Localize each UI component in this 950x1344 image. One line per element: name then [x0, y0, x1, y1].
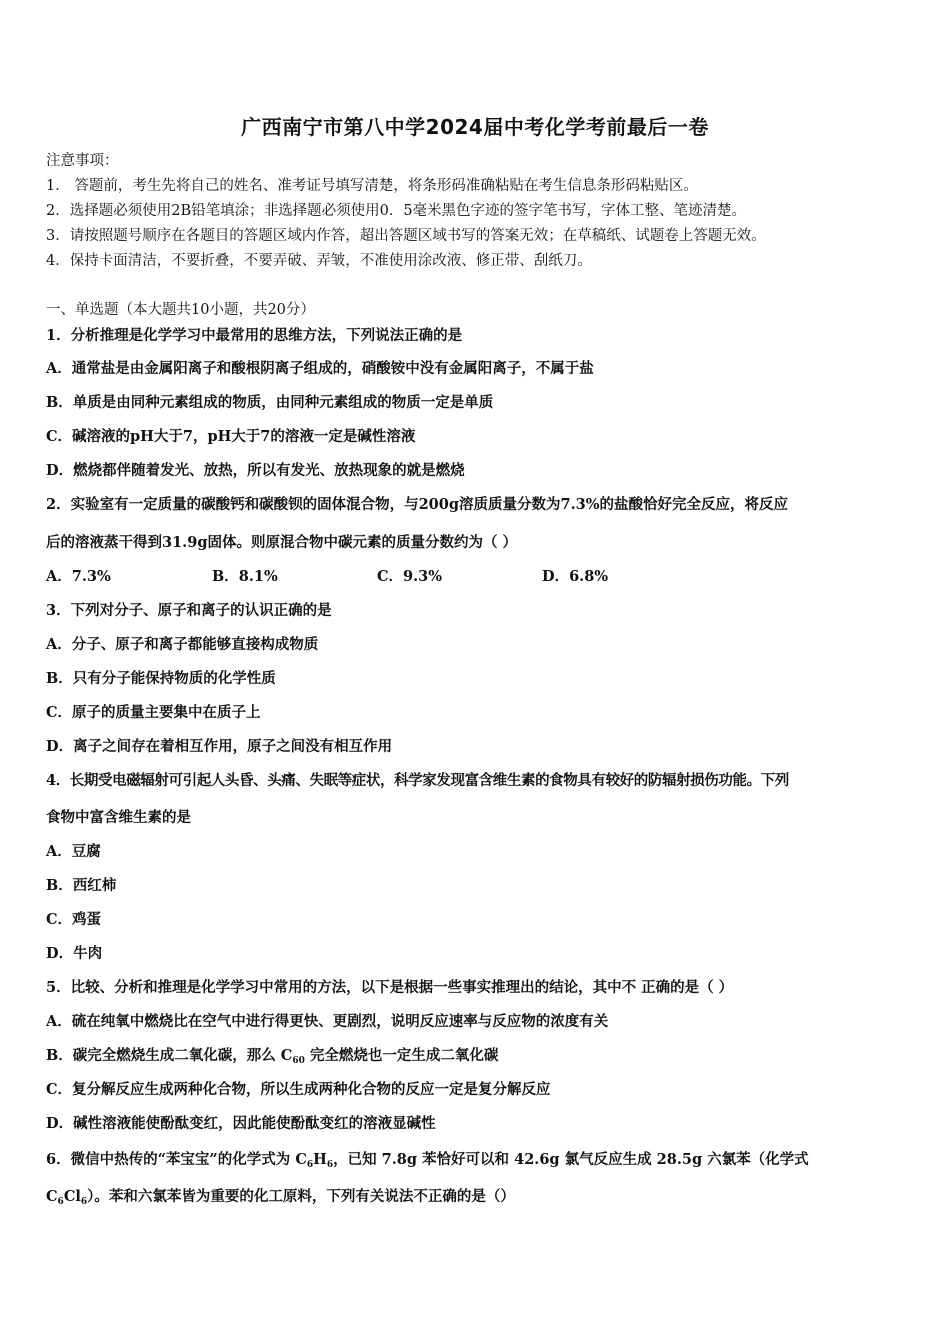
question-4-option-a: A．豆腐	[46, 843, 101, 860]
question-5-option-c: C．复分解反应生成两种化合物，所以生成两种化合物的反应一定是复分解反应	[46, 1081, 551, 1098]
question-1-option-a: A．通常盐是由金属阳离子和酸根阴离子组成的，硝酸铵中没有金属阳离子，不属于盐	[46, 360, 594, 377]
notice-item-2: 2．选择题必须使用2B铅笔填涂；非选择题必须使用0．5毫米黑色字迹的签字笔书写，字体工整、笔迹清楚。	[46, 203, 747, 219]
question-3-option-d: D．离子之间存在着相互作用，原子之间没有相互作用	[46, 738, 393, 755]
notice-item-1: 1． 答题前，考生先将自己的姓名、准考证号填写清楚，将条形码准确粘贴在考生信息条形码粘贴区。	[46, 178, 698, 194]
question-2-option-d: D．6.8%	[542, 568, 609, 585]
q6-text-a: 6．微信中热传的“苯宝宝”的化学式为 C	[46, 1151, 307, 1168]
question-4-option-c: C．鸡蛋	[46, 911, 102, 928]
question-6-stem-line2	[46, 1187, 515, 1212]
question-4-option-d: D．牛肉	[46, 945, 103, 962]
question-2-option-c: C．9.3%	[377, 568, 443, 585]
question-2-option-b: B．8.1%	[212, 568, 278, 585]
question-3-stem: 3．下列对分子、原子和离子的认识正确的是	[46, 602, 332, 619]
question-4-stem-line1: 4．长期受电磁辐射可引起人头昏、头痛、失眠等症状，科学家发现富含维生素的食物具有较好的防辐射损伤功能。下列	[46, 772, 789, 789]
page-title: 广西南宁市第八中学2024届中考化学考前最后一卷	[241, 115, 709, 139]
notice-item-4: 4．保持卡面清洁，不要折叠，不要弄破、弄皱，不准使用涂改液、修正带、刮纸刀。	[46, 253, 592, 269]
q6-sub-4: 6	[80, 1197, 88, 1207]
question-5-option-b-text-end: 完全燃烧也一定生成二氧化碳	[304, 1047, 499, 1064]
q6-text-c: ，已知 7.8g 苯恰好可以和 42.6g 氯气反应生成 28.5g 六氯苯（化学式	[333, 1151, 809, 1168]
notice-heading: 注意事项：	[46, 153, 119, 169]
q6-sub-1: 6	[306, 1160, 314, 1170]
question-5-option-b-subscript: 60	[292, 1056, 305, 1066]
question-6-stem-line1	[46, 1150, 809, 1175]
q6-text-d: C	[46, 1188, 58, 1205]
question-3-option-c: C．原子的质量主要集中在质子上	[46, 704, 261, 721]
question-4-stem-line2: 食物中富含维生素的是	[46, 809, 191, 826]
question-5-option-b-text: B．碳完全燃烧生成二氧化碳，那么 C	[46, 1047, 293, 1064]
question-5-option-d: D．碱性溶液能使酚酞变红，因此能使酚酞变红的溶液显碱性	[46, 1115, 436, 1132]
question-4-option-b: B．西红柿	[46, 877, 117, 894]
q6-sub-2: 6	[326, 1160, 334, 1170]
q6-text-e: Cl	[63, 1188, 81, 1205]
question-1-option-c: C．碱溶液的pH大于7，pH大于7的溶液一定是碱性溶液	[46, 428, 416, 445]
question-3-option-a: A．分子、原子和离子都能够直接构成物质	[46, 636, 319, 653]
q6-text-b: H	[313, 1151, 327, 1168]
question-5-stem: 5．比较、分析和推理是化学学习中常用的方法，以下是根据一些事实推理出的结论，其中不 正确的是（ ）	[46, 979, 734, 996]
section-heading: 一、单选题（本大题共10小题，共20分）	[46, 302, 315, 318]
question-1-option-d: D．燃烧都伴随着发光、放热，所以有发光、放热现象的就是燃烧	[46, 462, 465, 479]
question-1-option-b: B．单质是由同种元素组成的物质，由同种元素组成的物质一定是单质	[46, 394, 494, 411]
q6-text-f: ）。苯和六氯苯皆为重要的化工原料，下列有关说法不正确的是（）	[87, 1188, 515, 1205]
q6-sub-3: 6	[57, 1197, 64, 1207]
question-5-option-b	[46, 1046, 498, 1071]
question-2-stem-line2: 后的溶液蒸干得到31.9g固体。则原混合物中碳元素的质量分数约为（ ）	[46, 534, 517, 551]
question-1-stem: 1．分析推理是化学学习中最常用的思维方法，下列说法正确的是	[46, 327, 463, 344]
notice-item-3: 3．请按照题号顺序在各题目的答题区域内作答，超出答题区域书写的答案无效；在草稿纸、试题卷上答题无效。	[46, 228, 766, 244]
question-2-option-a: A．7.3%	[46, 568, 111, 585]
question-3-option-b: B．只有分子能保持物质的化学性质	[46, 670, 276, 687]
question-5-option-a: A．硫在纯氧中燃烧比在空气中进行得更快、更剧烈，说明反应速率与反应物的浓度有关	[46, 1013, 609, 1030]
question-2-stem-line1: 2．实验室有一定质量的碳酸钙和碳酸钡的固体混合物，与200g溶质质量分数为7.3%的盐酸恰好完全反应，将反应	[46, 496, 788, 513]
